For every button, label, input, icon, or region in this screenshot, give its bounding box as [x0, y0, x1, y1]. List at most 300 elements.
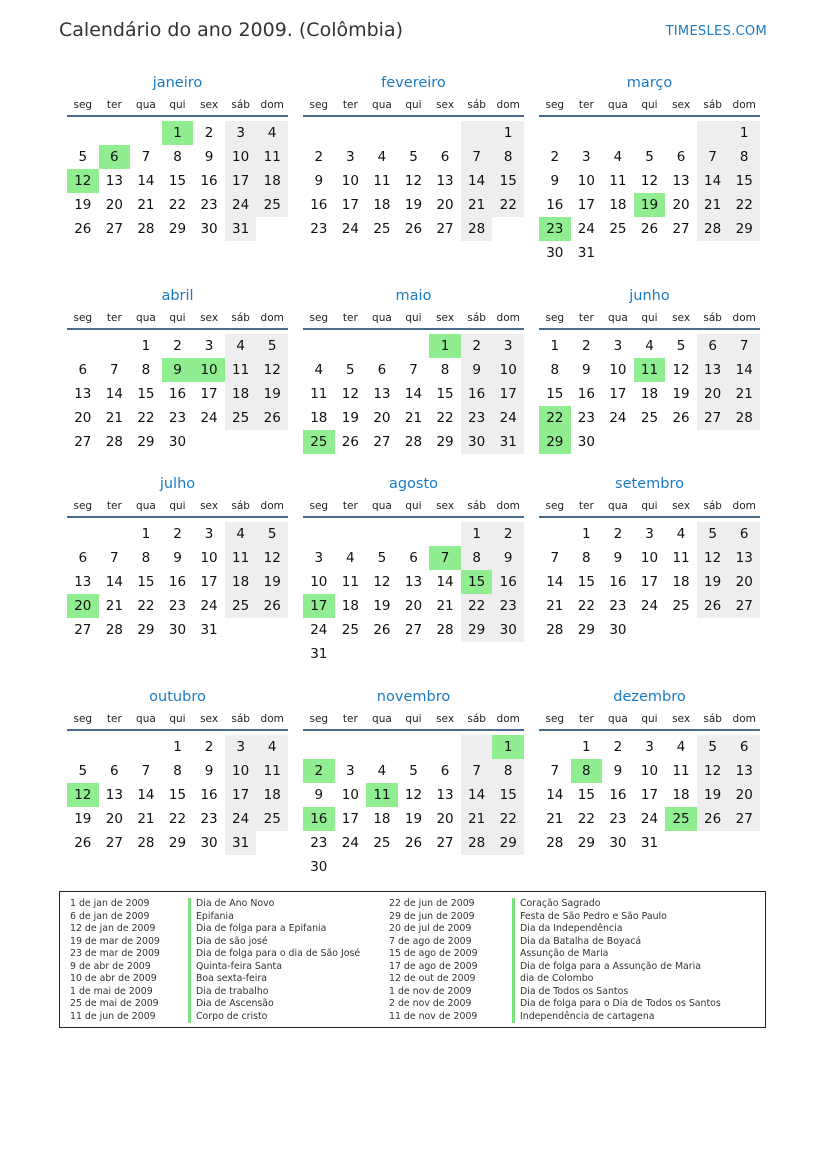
- day-cell: 18: [672, 787, 690, 803]
- holiday-day-cell: 12: [67, 169, 99, 193]
- day-cell: 3: [645, 526, 654, 542]
- day-cell: 10: [609, 362, 627, 378]
- day-cell: 24: [640, 598, 659, 614]
- month-9: [67, 687, 288, 855]
- empty-cell: [665, 618, 697, 642]
- holiday-day-cell: 1: [492, 735, 524, 759]
- day-cell: 3: [314, 550, 324, 566]
- day-cell: 4: [613, 149, 623, 165]
- day-grid: [67, 522, 288, 642]
- day-cell: 1: [550, 338, 560, 354]
- holiday-day-cell: 1: [162, 121, 194, 145]
- weekday-label: seg: [545, 713, 565, 725]
- weekday-label: sex: [672, 713, 691, 725]
- page-title: Calendário do ano 2009. (Colômbia): [59, 19, 403, 41]
- day-cell: 21: [728, 382, 760, 406]
- weekday-label: sex: [436, 500, 455, 512]
- day-cell: 12: [697, 759, 729, 783]
- weekday-label: qua: [372, 713, 392, 725]
- legend-holiday-name: Boa sexta-feira: [196, 973, 268, 984]
- day-cell: 21: [546, 598, 564, 614]
- holiday-day-cell: 17: [303, 594, 335, 618]
- day-cell: 23: [609, 598, 627, 614]
- legend-date: 17 de ago de 2009: [389, 960, 478, 972]
- day-cell: 2: [173, 526, 182, 542]
- empty-cell: [366, 855, 398, 879]
- empty-cell: [539, 522, 571, 546]
- day-cell: 5: [697, 522, 729, 546]
- weekday-label: seg: [309, 312, 329, 324]
- day-cell: 10: [225, 145, 257, 169]
- weekday-label: qua: [372, 99, 392, 111]
- day-cell: 28: [404, 434, 423, 450]
- day-cell: 8: [141, 362, 151, 378]
- day-cell: 5: [256, 334, 288, 358]
- weekday-label: seg: [73, 312, 93, 324]
- empty-cell: [303, 334, 335, 358]
- day-cell: 1: [582, 526, 591, 542]
- day-cell: 15: [546, 386, 564, 402]
- day-cell: 4: [377, 763, 387, 779]
- weekday-label: dom: [260, 500, 284, 512]
- day-grid: [303, 121, 524, 241]
- legend-holiday-name: Corpo de cristo: [196, 1010, 268, 1022]
- day-cell: 17: [577, 197, 595, 213]
- day-cell: 26: [341, 434, 359, 450]
- weekday-label: qua: [372, 312, 392, 324]
- day-cell: 14: [546, 787, 564, 803]
- day-cell: 24: [609, 410, 627, 426]
- empty-cell: [634, 430, 666, 454]
- day-cell: 19: [373, 598, 391, 614]
- day-cell: 1: [582, 739, 591, 755]
- empty-cell: [728, 618, 760, 642]
- day-cell: 4: [225, 522, 257, 546]
- day-cell: 27: [74, 622, 92, 638]
- weekday-label: sáb: [231, 99, 250, 111]
- weekday-label: seg: [73, 713, 93, 725]
- weekday-label: ter: [578, 713, 594, 725]
- day-cell: 14: [697, 169, 729, 193]
- weekday-label: sex: [672, 312, 691, 324]
- empty-cell: [398, 735, 430, 759]
- day-cell: 25: [373, 221, 391, 237]
- day-cell: 8: [492, 759, 524, 783]
- day-cell: 26: [256, 406, 288, 430]
- day-grid: [303, 522, 524, 666]
- weekday-label: qui: [641, 713, 658, 725]
- empty-cell: [193, 430, 225, 454]
- day-cell: 26: [74, 835, 92, 851]
- day-cell: 6: [110, 763, 119, 779]
- weekday-label: ter: [106, 713, 122, 725]
- empty-cell: [366, 735, 398, 759]
- weekday-label: qua: [136, 713, 156, 725]
- weekday-label: seg: [309, 713, 329, 725]
- empty-cell: [67, 735, 99, 759]
- day-cell: 16: [168, 574, 187, 590]
- day-cell: 24: [492, 406, 524, 430]
- weekday-label: qua: [608, 713, 628, 725]
- day-grid: [67, 121, 288, 241]
- weekday-label: sex: [200, 500, 219, 512]
- day-cell: 23: [492, 594, 524, 618]
- legend-date: 6 de jan de 2009: [70, 910, 150, 922]
- day-cell: 24: [341, 835, 359, 851]
- weekday-label: sex: [200, 312, 219, 324]
- legend-right-names: [520, 898, 721, 1023]
- weekday-label: sáb: [231, 713, 250, 725]
- day-cell: 14: [105, 574, 123, 590]
- day-cell: 9: [582, 362, 591, 378]
- weekday-label: qui: [169, 500, 186, 512]
- holiday-day-cell: 19: [634, 193, 666, 217]
- day-cell: 18: [310, 410, 328, 426]
- legend-holiday-name: Dia de são josé: [196, 935, 268, 947]
- weekday-header: [539, 496, 760, 518]
- legend-date: 9 de abr de 2009: [70, 960, 151, 972]
- site-link[interactable]: TIMESLES.COM: [665, 24, 767, 39]
- day-cell: 13: [74, 574, 92, 590]
- day-cell: 6: [676, 149, 686, 165]
- legend-date: 20 de jul de 2009: [389, 923, 472, 934]
- day-cell: 16: [168, 386, 187, 402]
- month-name: dezembro: [613, 689, 686, 705]
- day-cell: 21: [137, 197, 155, 213]
- legend-holiday-name: Dia de Ascensão: [196, 998, 274, 1009]
- day-cell: 13: [728, 759, 760, 783]
- day-cell: 19: [404, 811, 423, 827]
- day-cell: 28: [461, 217, 493, 241]
- day-cell: 28: [546, 835, 564, 851]
- empty-cell: [398, 121, 430, 145]
- month-0: [67, 73, 288, 241]
- weekday-label: sáb: [703, 312, 722, 324]
- legend-holiday-name: Dia de folga para o dia de São José: [196, 948, 361, 959]
- day-cell: 16: [461, 382, 493, 406]
- legend-holiday-bar: [188, 898, 191, 1023]
- holiday-day-cell: 7: [429, 546, 461, 570]
- weekday-label: sex: [436, 713, 455, 725]
- day-cell: 16: [492, 570, 524, 594]
- day-cell: 11: [256, 759, 288, 783]
- day-cell: 18: [225, 570, 257, 594]
- month-5: [539, 286, 760, 454]
- day-cell: 15: [728, 169, 760, 193]
- weekday-label: qui: [405, 312, 422, 324]
- empty-cell: [492, 217, 524, 241]
- empty-cell: [429, 522, 461, 546]
- day-cell: 21: [105, 598, 123, 614]
- month-name: janeiro: [152, 75, 203, 91]
- legend-date: 12 de out de 2009: [389, 973, 476, 984]
- weekday-label: sáb: [467, 312, 486, 324]
- day-cell: 24: [577, 221, 595, 237]
- day-cell: 21: [697, 193, 729, 217]
- legend-date: 12 de jan de 2009: [70, 923, 156, 934]
- day-cell: 29: [436, 434, 454, 450]
- day-cell: 30: [492, 618, 524, 642]
- legend-date: 23 de mar de 2009: [70, 948, 160, 959]
- day-cell: 30: [168, 434, 187, 450]
- day-cell: 12: [697, 546, 729, 570]
- empty-cell: [366, 642, 398, 666]
- weekday-label: qui: [169, 713, 186, 725]
- day-cell: 3: [613, 338, 623, 354]
- empty-cell: [429, 735, 461, 759]
- weekday-label: sex: [672, 500, 691, 512]
- day-cell: 8: [440, 362, 450, 378]
- day-cell: 15: [577, 787, 595, 803]
- empty-cell: [366, 522, 398, 546]
- month-name: junho: [629, 288, 670, 304]
- month-7: [303, 474, 524, 666]
- day-cell: 25: [609, 221, 627, 237]
- empty-cell: [335, 121, 367, 145]
- holiday-day-cell: 8: [571, 759, 603, 783]
- weekday-label: dom: [732, 99, 756, 111]
- day-cell: 27: [105, 221, 123, 237]
- weekday-label: seg: [545, 312, 565, 324]
- month-name: fevereiro: [381, 75, 446, 91]
- empty-cell: [634, 618, 666, 642]
- day-cell: 24: [640, 811, 659, 827]
- day-cell: 20: [728, 783, 760, 807]
- day-cell: 19: [74, 811, 92, 827]
- empty-cell: [99, 522, 131, 546]
- day-cell: 20: [373, 410, 391, 426]
- day-cell: 13: [105, 787, 123, 803]
- day-cell: 7: [110, 362, 119, 378]
- day-cell: 22: [577, 811, 595, 827]
- day-cell: 30: [546, 245, 564, 261]
- day-cell: 20: [404, 598, 423, 614]
- day-cell: 5: [697, 735, 729, 759]
- day-grid: [303, 334, 524, 454]
- legend-holiday-name: Dia da Independência: [520, 923, 623, 934]
- day-cell: 31: [492, 430, 524, 454]
- day-grid: [67, 735, 288, 855]
- empty-cell: [697, 121, 729, 145]
- weekday-label: qua: [608, 312, 628, 324]
- holiday-day-cell: 15: [461, 570, 493, 594]
- day-cell: 14: [461, 169, 493, 193]
- empty-cell: [697, 831, 729, 855]
- day-cell: 8: [550, 362, 560, 378]
- weekday-label: ter: [342, 312, 358, 324]
- weekday-label: qui: [169, 99, 186, 111]
- month-4: [303, 286, 524, 454]
- day-cell: 22: [137, 598, 155, 614]
- day-cell: 13: [436, 787, 454, 803]
- day-cell: 16: [200, 173, 218, 189]
- day-cell: 23: [310, 221, 328, 237]
- day-cell: 29: [168, 835, 187, 851]
- weekday-label: dom: [732, 312, 756, 324]
- day-cell: 27: [672, 221, 690, 237]
- empty-cell: [256, 831, 288, 855]
- day-cell: 15: [137, 386, 155, 402]
- empty-cell: [602, 430, 634, 454]
- day-cell: 28: [105, 434, 123, 450]
- holiday-day-cell: 9: [162, 358, 194, 382]
- day-cell: 23: [200, 197, 218, 213]
- empty-cell: [67, 121, 99, 145]
- weekday-label: seg: [73, 500, 93, 512]
- day-cell: 26: [697, 807, 729, 831]
- day-cell: 10: [310, 574, 328, 590]
- day-cell: 30: [168, 622, 187, 638]
- day-cell: 9: [492, 546, 524, 570]
- day-cell: 5: [377, 550, 387, 566]
- day-cell: 12: [404, 173, 423, 189]
- legend-holiday-name: Festa de São Pedro e São Paulo: [520, 910, 667, 922]
- day-cell: 25: [672, 598, 690, 614]
- legend-holiday-name: Dia da Batalha de Boyacá: [520, 935, 642, 947]
- day-cell: 1: [141, 526, 151, 542]
- day-cell: 23: [310, 835, 328, 851]
- day-cell: 3: [225, 121, 257, 145]
- day-cell: 19: [404, 197, 423, 213]
- weekday-header: [67, 709, 288, 731]
- weekday-header: [539, 308, 760, 330]
- day-cell: 22: [168, 197, 187, 213]
- empty-cell: [398, 334, 430, 358]
- day-cell: 11: [672, 550, 690, 566]
- day-cell: 2: [461, 334, 493, 358]
- day-cell: 13: [728, 546, 760, 570]
- weekday-label: dom: [496, 99, 520, 111]
- day-cell: 8: [492, 145, 524, 169]
- day-cell: 30: [609, 835, 627, 851]
- day-cell: 20: [436, 811, 454, 827]
- day-cell: 9: [314, 173, 324, 189]
- day-grid: [539, 735, 760, 855]
- weekday-label: sáb: [703, 99, 722, 111]
- day-cell: 27: [728, 807, 760, 831]
- holiday-day-cell: 25: [303, 430, 335, 454]
- day-cell: 6: [409, 550, 418, 566]
- weekday-label: dom: [732, 500, 756, 512]
- month-name: novembro: [376, 689, 451, 705]
- legend-holiday-bar: [512, 898, 515, 1023]
- day-cell: 9: [613, 763, 623, 779]
- weekday-label: qui: [641, 99, 658, 111]
- day-cell: 10: [640, 763, 659, 779]
- day-cell: 18: [341, 598, 359, 614]
- weekday-label: qua: [608, 500, 628, 512]
- empty-cell: [634, 241, 666, 265]
- day-cell: 16: [310, 197, 328, 213]
- empty-cell: [130, 121, 162, 145]
- legend-date: 1 de jan de 2009: [70, 898, 150, 909]
- day-cell: 15: [436, 386, 454, 402]
- day-cell: 30: [200, 835, 218, 851]
- day-cell: 4: [256, 735, 288, 759]
- day-cell: 20: [672, 197, 690, 213]
- day-cell: 17: [640, 574, 659, 590]
- empty-cell: [697, 430, 729, 454]
- empty-cell: [398, 855, 430, 879]
- empty-cell: [602, 241, 634, 265]
- weekday-label: qua: [136, 99, 156, 111]
- day-cell: 24: [200, 598, 218, 614]
- weekday-label: ter: [578, 500, 594, 512]
- day-cell: 6: [78, 362, 88, 378]
- day-cell: 22: [168, 811, 187, 827]
- day-cell: 29: [137, 434, 155, 450]
- day-cell: 4: [645, 338, 654, 354]
- weekday-label: qui: [641, 500, 658, 512]
- legend-holiday-name: Epifania: [196, 910, 234, 922]
- day-cell: 25: [341, 622, 359, 638]
- day-cell: 3: [492, 334, 524, 358]
- day-cell: 8: [461, 546, 493, 570]
- legend-date: 11 de nov de 2009: [389, 1010, 478, 1022]
- day-cell: 7: [141, 763, 151, 779]
- day-cell: 27: [74, 434, 92, 450]
- day-cell: 13: [697, 358, 729, 382]
- empty-cell: [665, 241, 697, 265]
- weekday-header: [303, 308, 524, 330]
- weekday-label: ter: [342, 713, 358, 725]
- day-cell: 10: [341, 787, 359, 803]
- day-cell: 16: [609, 574, 627, 590]
- day-cell: 19: [697, 570, 729, 594]
- holiday-day-cell: 22: [539, 406, 571, 430]
- empty-cell: [303, 522, 335, 546]
- month-name: março: [626, 75, 673, 91]
- empty-cell: [67, 334, 99, 358]
- holiday-day-cell: 25: [665, 807, 697, 831]
- day-cell: 5: [409, 763, 418, 779]
- month-10: [303, 687, 524, 879]
- day-cell: 7: [550, 763, 560, 779]
- day-cell: 12: [640, 173, 659, 189]
- day-cell: 11: [373, 173, 391, 189]
- day-cell: 28: [461, 831, 493, 855]
- month-1: [303, 73, 524, 241]
- day-cell: 2: [204, 739, 214, 755]
- empty-cell: [697, 241, 729, 265]
- day-cell: 17: [225, 169, 257, 193]
- weekday-label: ter: [342, 99, 358, 111]
- legend-holiday-name: Coração Sagrado: [520, 898, 601, 909]
- holiday-day-cell: 11: [634, 358, 666, 382]
- day-cell: 22: [728, 193, 760, 217]
- day-cell: 18: [225, 382, 257, 406]
- day-cell: 1: [173, 739, 182, 755]
- holiday-day-cell: 10: [193, 358, 225, 382]
- day-cell: 29: [492, 831, 524, 855]
- empty-cell: [461, 121, 493, 145]
- day-cell: 22: [137, 410, 155, 426]
- legend-left-names: [196, 898, 360, 1023]
- day-cell: 25: [225, 406, 257, 430]
- day-cell: 14: [728, 358, 760, 382]
- day-cell: 11: [225, 358, 257, 382]
- empty-cell: [728, 241, 760, 265]
- day-cell: 20: [436, 197, 454, 213]
- weekday-label: sáb: [467, 99, 486, 111]
- weekday-label: qui: [405, 99, 422, 111]
- weekday-label: sáb: [467, 500, 486, 512]
- day-cell: 24: [310, 622, 328, 638]
- day-cell: 13: [672, 173, 690, 189]
- empty-cell: [461, 735, 493, 759]
- day-cell: 10: [225, 759, 257, 783]
- month-6: [67, 474, 288, 642]
